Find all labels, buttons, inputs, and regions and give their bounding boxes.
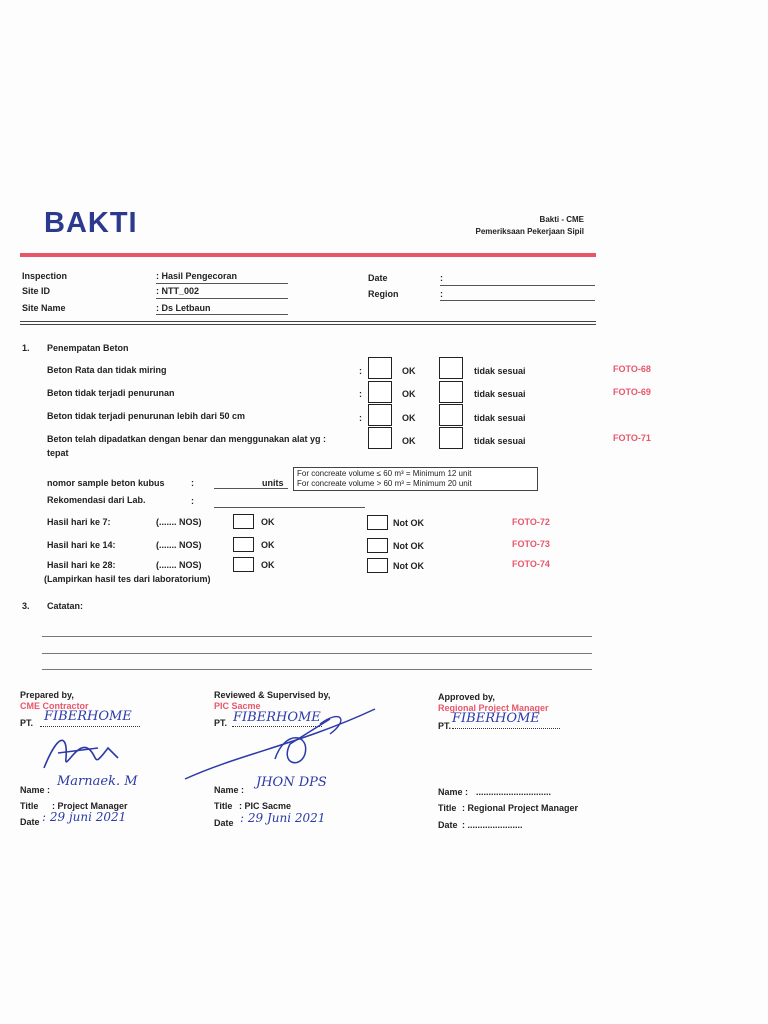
foto-ref: FOTO-68 <box>613 364 651 374</box>
lab-colon: : <box>191 496 194 506</box>
not-ok-label: Not OK <box>393 561 424 571</box>
ok-label: OK <box>402 366 416 376</box>
item-label: Beton tidak terjadi penurunan <box>47 388 175 398</box>
ok-label: OK <box>402 436 416 446</box>
reviewed-title: Reviewed & Supervised by, <box>214 690 331 700</box>
ok-checkbox[interactable] <box>368 427 392 449</box>
ok-checkbox[interactable] <box>368 357 392 379</box>
item-colon: : <box>359 389 362 399</box>
header-info <box>475 214 584 238</box>
info-divider <box>20 321 596 325</box>
lab-label: Rekomendasi dari Lab. <box>47 495 146 505</box>
not-ok-label: tidak sesuai <box>474 413 526 423</box>
section1-title: Penempatan Beton <box>47 343 129 353</box>
approved-date-label: Date <box>438 820 458 830</box>
not-ok-checkbox[interactable] <box>367 538 388 553</box>
prepared-name: Marnaek. M <box>57 774 138 789</box>
approved-date: : ...................... <box>462 820 523 830</box>
foto-ref: FOTO-71 <box>613 433 651 443</box>
reviewed-title-value: : PIC Sacme <box>239 801 292 811</box>
result-nos: (....... NOS) <box>156 560 202 570</box>
ok-label: OK <box>261 540 275 550</box>
approved-name-label: Name : <box>438 787 469 797</box>
prepared-date: : 29 juni 2021 <box>42 810 127 824</box>
reviewed-date: : 29 Juni 2021 <box>240 811 326 825</box>
inspection-value: : Hasil Pengecoran <box>156 271 238 281</box>
result-label: Hasil hari ke 7: <box>47 517 111 527</box>
ok-label: OK <box>261 560 275 570</box>
prepared-title-value: : Project Manager <box>52 801 128 811</box>
inspection-label: Inspection <box>22 271 68 281</box>
foto-ref: FOTO-72 <box>512 517 550 527</box>
reviewed-name-label: Name : <box>214 785 245 795</box>
sample-colon: : <box>191 478 194 488</box>
prepared-title-label: Title <box>20 801 39 811</box>
site-name-label: Site Name <box>22 303 66 313</box>
not-ok-label: tidak sesuai <box>474 436 526 446</box>
result-nos: (....... NOS) <box>156 517 202 527</box>
header-divider <box>20 253 596 257</box>
prepared-date-label: Date <box>20 817 40 827</box>
header-company: Bakti - CME <box>539 215 584 224</box>
header-subtitle: Pemeriksaan Pekerjaan Sipil <box>475 227 584 236</box>
approved-title-label: Title <box>438 803 457 813</box>
section1-number: 1. <box>22 343 30 353</box>
not-ok-label: tidak sesuai <box>474 366 526 376</box>
not-ok-checkbox[interactable] <box>367 515 388 530</box>
not-ok-checkbox[interactable] <box>439 357 463 379</box>
not-ok-label: tidak sesuai <box>474 389 526 399</box>
not-ok-checkbox[interactable] <box>439 404 463 426</box>
not-ok-checkbox[interactable] <box>439 381 463 403</box>
note-line-2: For concreate volume > 60 m³ = Minimum 20 unit <box>297 479 472 488</box>
foto-ref: FOTO-73 <box>512 539 550 549</box>
approved-title-value: : Regional Project Manager <box>462 803 579 813</box>
volume-note <box>293 467 538 491</box>
prepared-signature <box>38 728 128 778</box>
approved-pt: PT. <box>438 721 452 731</box>
approved-role: Regional Project Manager <box>438 703 549 713</box>
approved-company: FIBERHOME <box>452 711 540 726</box>
result-label: Hasil hari ke 28: <box>47 560 116 570</box>
reviewed-title-label: Title <box>214 801 233 811</box>
section3-number: 3. <box>22 601 30 611</box>
site-id-label: Site ID <box>22 286 51 296</box>
reviewed-role: PIC Sacme <box>214 701 261 711</box>
item-label-cont: tepat <box>47 448 69 458</box>
prepared-pt: PT. <box>20 718 34 728</box>
ok-label: OK <box>402 413 416 423</box>
date-label: Date <box>368 273 388 283</box>
reviewed-name: JHON DPS <box>256 775 327 790</box>
site-id-value: : NTT_002 <box>156 286 200 296</box>
ok-label: OK <box>402 389 416 399</box>
date-value: : <box>440 273 443 283</box>
item-colon: : <box>359 366 362 376</box>
result-nos: (....... NOS) <box>156 540 202 550</box>
ok-checkbox[interactable] <box>368 381 392 403</box>
sample-label: nomor sample beton kubus <box>47 478 165 488</box>
ok-checkbox[interactable] <box>233 514 254 529</box>
item-colon: : <box>359 413 362 423</box>
prepared-role: CME Contractor <box>20 701 89 711</box>
sample-units: units <box>262 478 284 488</box>
result-label: Hasil hari ke 14: <box>47 540 116 550</box>
bakti-logo: BAKTI <box>44 207 138 239</box>
ok-label: OK <box>261 517 275 527</box>
ok-checkbox[interactable] <box>233 557 254 572</box>
section3-title: Catatan: <box>47 601 84 611</box>
reviewed-date-label: Date <box>214 818 234 828</box>
reviewed-signature <box>180 704 380 784</box>
lab-attach-note: (Lampirkan hasil tes dari laboratorium) <box>44 574 211 584</box>
item-label: Beton Rata dan tidak miring <box>47 365 167 375</box>
not-ok-checkbox[interactable] <box>367 558 388 573</box>
ok-checkbox[interactable] <box>368 404 392 426</box>
reviewed-company: FIBERHOME <box>233 710 321 725</box>
note-line-1: For concreate volume ≤ 60 m³ = Minimum 12 unit <box>297 469 472 478</box>
region-label: Region <box>368 289 399 299</box>
prepared-company: FIBERHOME <box>44 709 132 724</box>
approved-title: Approved by, <box>438 692 495 702</box>
ok-checkbox[interactable] <box>233 537 254 552</box>
not-ok-checkbox[interactable] <box>439 427 463 449</box>
item-label: Beton tidak terjadi penurunan lebih dari 50 cm <box>47 411 246 421</box>
not-ok-label: Not OK <box>393 541 424 551</box>
prepared-name-label: Name : <box>20 785 51 795</box>
reviewed-pt: PT. <box>214 718 228 728</box>
foto-ref: FOTO-74 <box>512 559 550 569</box>
approved-name: .............................. <box>476 787 552 797</box>
foto-ref: FOTO-69 <box>613 387 651 397</box>
not-ok-label: Not OK <box>393 518 424 528</box>
prepared-title: Prepared by, <box>20 690 74 700</box>
site-name-value: : Ds Letbaun <box>156 303 211 313</box>
item-label: Beton telah dipadatkan dengan benar dan menggunakan alat yg : <box>47 434 327 444</box>
region-value: : <box>440 289 443 299</box>
